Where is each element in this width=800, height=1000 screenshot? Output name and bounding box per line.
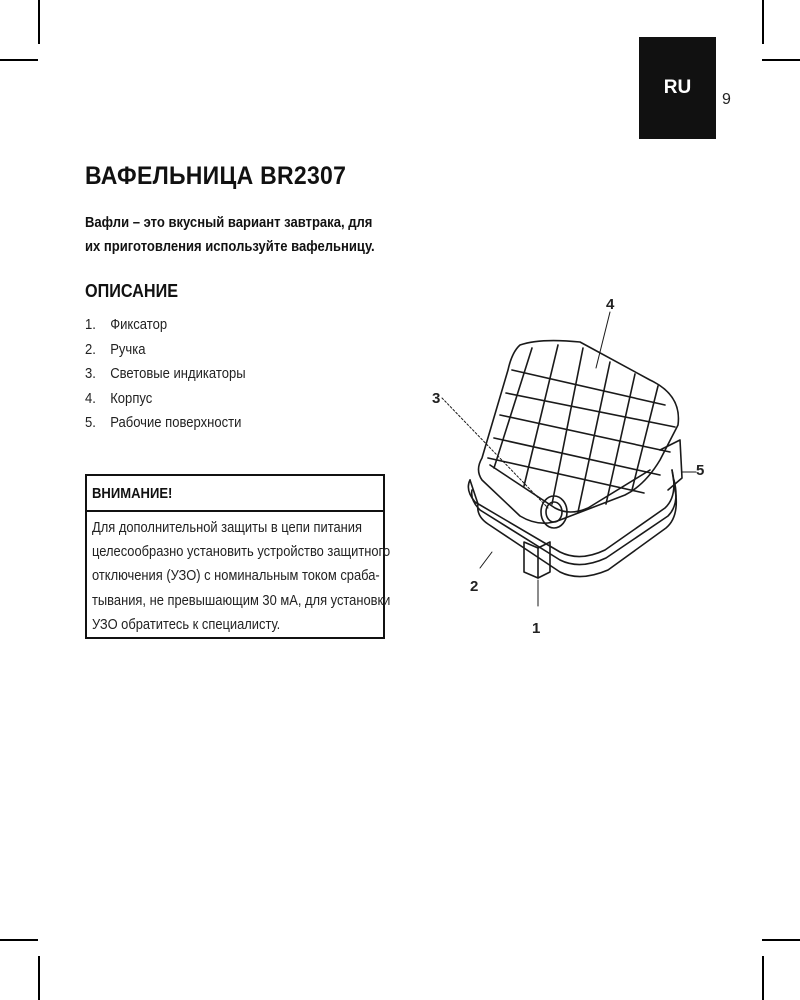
description-heading: ОПИСАНИЕ: [85, 281, 179, 301]
warning-divider: [87, 510, 383, 512]
crop-mark: [762, 956, 764, 1000]
warning-line: УЗО обратитесь к специалисту.: [92, 616, 281, 633]
intro-paragraph: Вафли – это вкусный вариант завтрака, для их приготовления используйте вафельницу.: [85, 215, 375, 255]
warning-line: Для дополнительной защиты в цепи питания: [92, 520, 362, 536]
callout-1: 1: [532, 620, 541, 637]
page-title: ВАФЕЛЬНИЦА BR2307: [85, 162, 347, 190]
list-item-label: Корпус: [110, 390, 153, 407]
warning-line: целесообразно установить устройство защитного: [92, 544, 391, 561]
crop-mark: [0, 59, 38, 61]
list-item: [85, 411, 246, 436]
warning-heading: ВНИМАНИЕ!: [92, 486, 173, 502]
callout-5: 5: [696, 462, 705, 479]
callout-3: 3: [432, 390, 441, 407]
list-item-label: Рабочие поверхности: [110, 415, 242, 431]
list-item: [85, 362, 246, 387]
parts-list: [85, 313, 246, 436]
waffle-maker-drawing: [420, 290, 720, 650]
language-code: RU: [663, 77, 692, 98]
crop-mark: [762, 0, 764, 44]
waffle-maker-illustration: [420, 290, 720, 650]
crop-mark: [762, 59, 800, 61]
crop-mark: [762, 939, 800, 941]
warning-line: тывания, не превышающим 30 мА, для установки: [92, 592, 391, 609]
warning-text: [92, 516, 391, 637]
list-item: [85, 313, 246, 338]
crop-mark: [38, 0, 40, 44]
warning-line: отключения (УЗО) с номинальным током сраба-: [92, 568, 380, 585]
list-item-label: Световые индикаторы: [110, 366, 246, 382]
page-number: 9: [722, 91, 731, 108]
list-item-number: 2.: [85, 341, 96, 358]
list-item-label: Ручка: [110, 341, 146, 358]
warning-box: [85, 474, 391, 639]
crop-mark: [38, 956, 40, 1000]
list-item-number: 1.: [85, 317, 96, 333]
crop-mark: [0, 939, 38, 941]
list-item: [85, 387, 246, 412]
callout-4: 4: [606, 296, 615, 313]
list-item-number: 4.: [85, 390, 96, 407]
list-item: [85, 338, 246, 363]
language-tab: [639, 37, 716, 139]
list-item-label: Фиксатор: [110, 317, 168, 333]
list-item-number: 3.: [85, 366, 96, 382]
callout-2: 2: [470, 578, 479, 595]
list-item-number: 5.: [85, 415, 96, 431]
